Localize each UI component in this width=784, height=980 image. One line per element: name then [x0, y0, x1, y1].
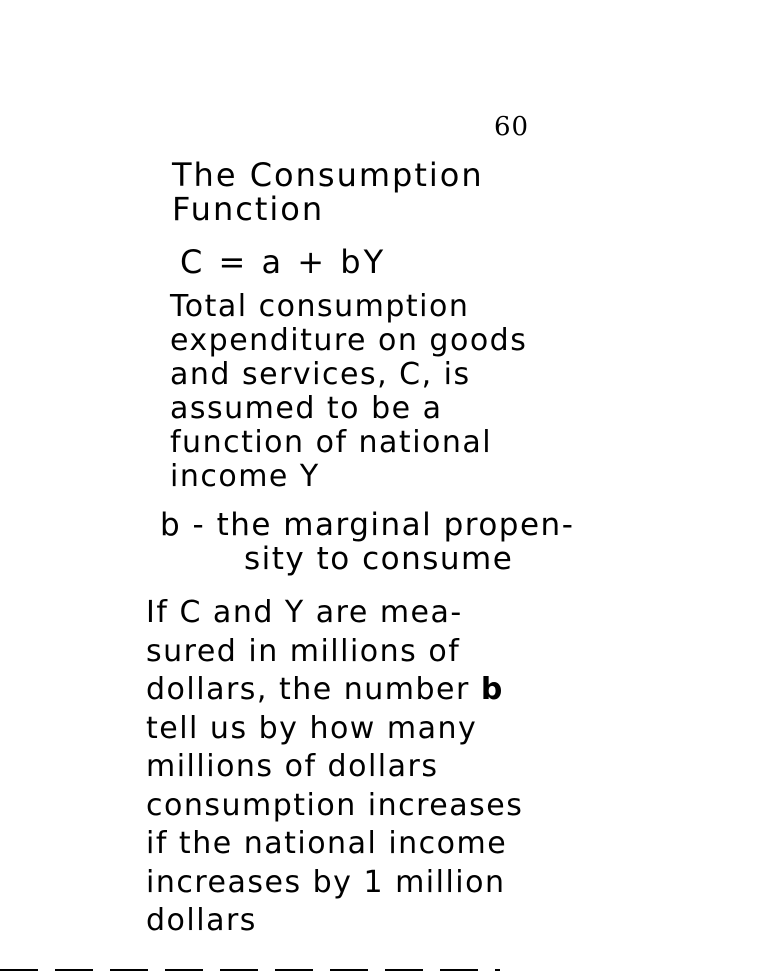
paragraph-line: tell us by how many	[146, 710, 478, 746]
paragraph-line: income Y	[170, 459, 320, 494]
paragraph-line: consumption increases	[146, 787, 524, 823]
paragraph-line: if the national income	[146, 826, 508, 861]
paragraph-line: function of national	[170, 425, 493, 460]
paragraph-line: assumed to be a	[170, 391, 443, 426]
paragraph-line: increases by 1 million	[146, 864, 506, 900]
interpretation-paragraph	[146, 594, 523, 941]
paragraph-line: sured in millions of	[146, 633, 461, 669]
paragraph-line: expenditure on goods	[170, 323, 528, 358]
mpc-definition	[160, 508, 574, 576]
paragraph-line: Total consumption	[170, 289, 470, 324]
paragraph-line	[146, 671, 523, 710]
paragraph-line: dollars	[146, 903, 257, 938]
paragraph-line: and services, C, is	[170, 357, 471, 392]
page-number: 60	[494, 112, 530, 142]
paragraph-line: millions of dollars	[146, 749, 439, 784]
paragraph-line-text: dollars, the number	[146, 672, 481, 707]
paragraph-line: If C and Y are mea-	[146, 595, 463, 630]
title-line: The Consumption	[172, 156, 484, 194]
paragraph-line: b - the marginal propen-	[160, 507, 575, 543]
consumption-equation: C = a + bY	[180, 243, 387, 281]
dashed-bottom-rule	[0, 969, 500, 971]
bold-symbol-b: b	[480, 672, 504, 707]
title-line: Function	[172, 190, 325, 228]
paragraph-line: sity to consume	[244, 541, 514, 577]
definition-paragraph	[170, 290, 527, 494]
page-title	[172, 158, 484, 226]
